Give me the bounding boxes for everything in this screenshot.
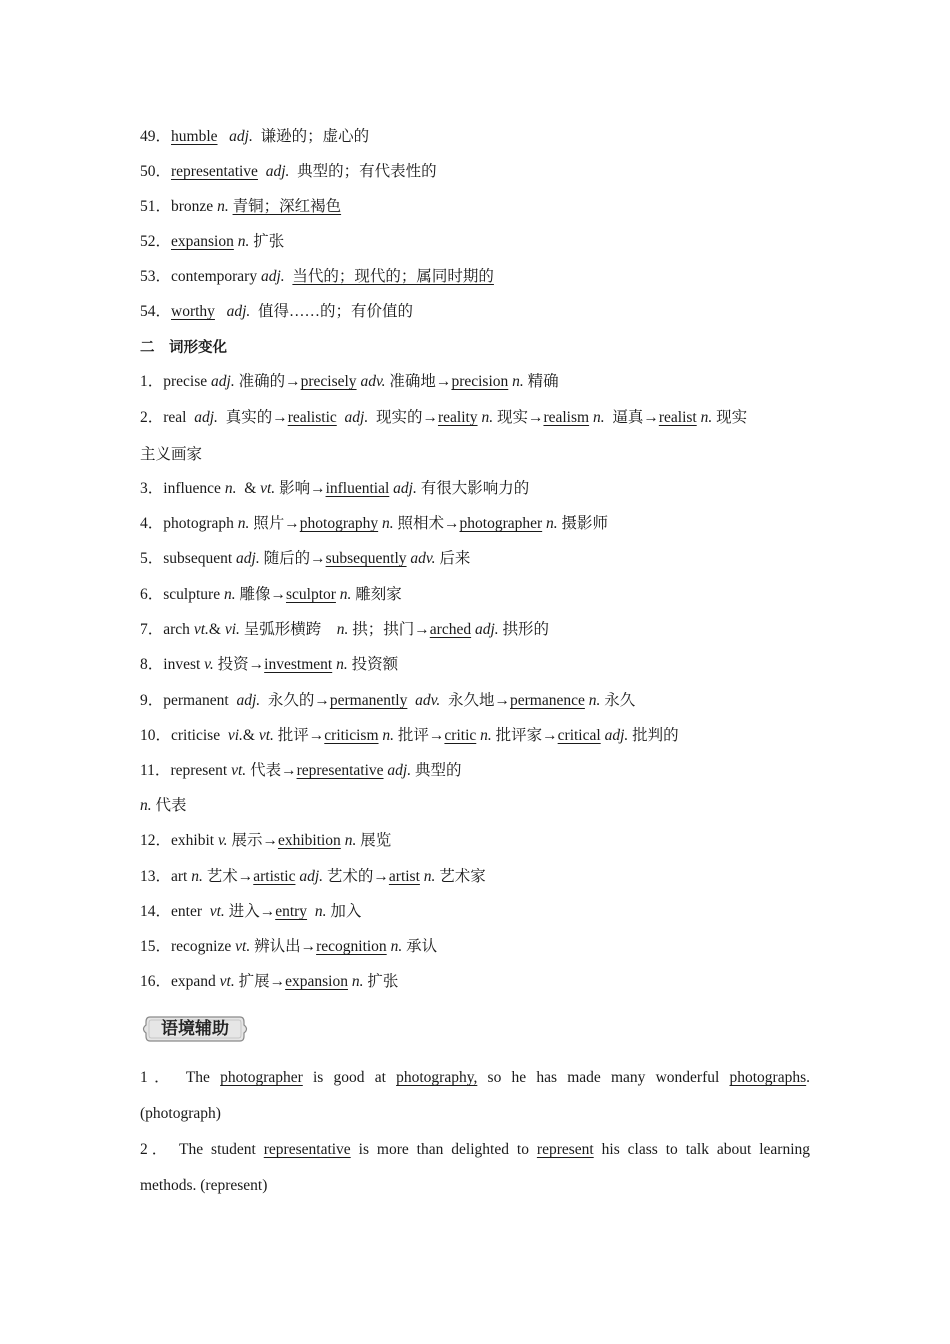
- item-number: 4．: [140, 515, 164, 532]
- answer-word: representative: [296, 762, 384, 779]
- answer-word: exhibition: [277, 832, 341, 849]
- part-of-speech: vt.: [231, 762, 247, 779]
- part-of-speech: n.: [480, 727, 492, 744]
- meaning: 扩展→: [238, 973, 286, 990]
- given-word: photograph: [163, 515, 234, 532]
- meaning: 逼真→: [612, 409, 659, 426]
- meaning: 永久的→: [267, 692, 330, 709]
- meaning: 进入→: [228, 903, 276, 920]
- given-word: criticise: [171, 727, 221, 744]
- meaning: 照相术→: [397, 515, 460, 532]
- form-item-continued: [140, 796, 810, 816]
- part-of-speech: adj.: [236, 550, 260, 567]
- part-of-speech: vi.: [224, 621, 240, 638]
- part-of-speech: adj.: [226, 303, 251, 320]
- meaning: 准确地→: [389, 373, 452, 390]
- answer-word: representative: [263, 1141, 351, 1158]
- given-word: bronze: [171, 198, 214, 215]
- form-item: [140, 937, 810, 957]
- form-item: [140, 726, 810, 746]
- part-of-speech: adj.: [474, 621, 499, 638]
- meaning: 艺术→: [206, 868, 254, 885]
- answer-word: permanence: [510, 692, 585, 709]
- form-item: [140, 655, 810, 675]
- answer-word: reality: [437, 409, 478, 426]
- form-item: [140, 372, 810, 392]
- answer-word: photography,: [396, 1069, 478, 1086]
- given-word: subsequent: [163, 550, 233, 567]
- part-of-speech: adj.: [211, 373, 235, 390]
- item-number: 14．: [140, 903, 172, 920]
- form-item-continued: 主义画家: [140, 446, 203, 463]
- meaning: 投资额: [351, 656, 399, 673]
- section-badge: [140, 1014, 250, 1044]
- part-of-speech: n.: [224, 480, 237, 497]
- meaning: 批评→: [277, 727, 325, 744]
- answer-word: photographer: [459, 515, 543, 532]
- form-item: [140, 761, 810, 781]
- item-number: 12．: [140, 832, 172, 849]
- part-of-speech: n.: [223, 586, 236, 603]
- meaning: 扩张: [253, 233, 285, 250]
- ampersand: &: [208, 621, 221, 638]
- badge-label: 语境辅助: [161, 1019, 229, 1039]
- part-of-speech: adj.: [236, 692, 261, 709]
- given-word: permanent: [163, 692, 229, 709]
- part-of-speech: n.: [588, 692, 601, 709]
- meaning: 真实的→: [225, 409, 288, 426]
- item-number: 6．: [140, 586, 164, 603]
- meaning: 批评→: [397, 727, 445, 744]
- part-of-speech: n.: [351, 973, 364, 990]
- meaning: 艺术家: [439, 868, 486, 885]
- item-number: 7．: [140, 621, 164, 638]
- meaning: 呈弧形横跨: [243, 621, 322, 638]
- answer-word: realist: [658, 409, 697, 426]
- answer-word: realistic: [287, 409, 337, 426]
- given-word: sculpture: [163, 586, 221, 603]
- meaning: 雕像→: [239, 586, 286, 603]
- sentence-text: is good at: [312, 1069, 386, 1086]
- part-of-speech: adj.: [393, 480, 417, 497]
- part-of-speech: adv.: [415, 692, 441, 709]
- meaning: 代表: [155, 797, 187, 814]
- meaning: 现实→: [496, 409, 544, 426]
- meaning: 拱形的: [502, 621, 550, 638]
- part-of-speech: vt.: [260, 480, 276, 497]
- part-of-speech: n.: [314, 903, 327, 920]
- meaning: 辨认出→: [254, 938, 317, 955]
- item-number: 13．: [140, 868, 172, 885]
- meaning: 值得……的；有价值的: [258, 303, 414, 320]
- part-of-speech: adj.: [387, 762, 412, 779]
- answer-word: permanently: [329, 692, 408, 709]
- part-of-speech: n.: [237, 515, 250, 532]
- part-of-speech: n.: [382, 515, 394, 532]
- answer-word: artist: [388, 868, 420, 885]
- part-of-speech: adj.: [194, 409, 218, 426]
- given-word: exhibit: [171, 832, 215, 849]
- answer-word: precisely: [300, 373, 357, 390]
- item-number: 5．: [140, 550, 164, 567]
- meaning: 谦逊的；虚心的: [260, 128, 370, 145]
- answer-word: critical: [557, 727, 601, 744]
- part-of-speech: n.: [217, 198, 229, 215]
- part-of-speech: n.: [390, 938, 403, 955]
- item-number: 54．: [140, 303, 172, 320]
- meaning: 展览: [360, 832, 392, 849]
- answer-word: expansion: [171, 233, 234, 250]
- part-of-speech: v.: [204, 656, 214, 673]
- part-of-speech: vt.: [209, 903, 225, 920]
- part-of-speech: vi.: [227, 727, 243, 744]
- part-of-speech: n.: [423, 868, 436, 885]
- part-of-speech: n.: [592, 409, 605, 426]
- vocab-item: [140, 232, 810, 252]
- item-number: 53．: [140, 268, 172, 285]
- meaning: 永久: [604, 692, 636, 709]
- part-of-speech: n.: [336, 656, 348, 673]
- context-sentence-continued: methods. (represent): [140, 1177, 268, 1194]
- sentence-text: The: [185, 1069, 210, 1086]
- vocab-item: [140, 197, 810, 217]
- meaning: 典型的；有代表性的: [297, 163, 437, 180]
- part-of-speech: adj.: [604, 727, 629, 744]
- meaning: 现实的→: [375, 409, 438, 426]
- part-of-speech: vt.: [219, 973, 235, 990]
- meaning: 随后的→: [263, 550, 326, 567]
- item-number: 51．: [140, 198, 172, 215]
- item-number: 10．: [140, 727, 172, 744]
- meaning: 艺术的→: [326, 868, 389, 885]
- sentence-text: so he has made many wonderful: [487, 1069, 720, 1086]
- given-word: invest: [163, 656, 201, 673]
- form-item: [140, 867, 810, 887]
- item-number: 1．: [140, 373, 164, 390]
- item-number: 50．: [140, 163, 172, 180]
- meaning: 展示→: [231, 832, 278, 849]
- meaning: 扩张: [367, 973, 399, 990]
- part-of-speech: n.: [140, 797, 152, 814]
- form-item: [140, 408, 810, 428]
- part-of-speech: adv.: [360, 373, 386, 390]
- meaning: 摄影师: [561, 515, 609, 532]
- answer-word: realism: [543, 409, 590, 426]
- section-title: 二 词形变化: [140, 340, 227, 356]
- context-sentence: [140, 1140, 810, 1160]
- form-item: [140, 620, 810, 640]
- part-of-speech: adj.: [344, 409, 369, 426]
- answer-meaning: 青铜；深红褐色: [232, 198, 342, 215]
- answer-word: critic: [444, 727, 477, 744]
- answer-word: humble: [171, 128, 218, 145]
- given-word: real: [163, 409, 187, 426]
- item-number: 9．: [140, 692, 164, 709]
- form-item: [140, 831, 810, 851]
- item-number: 52．: [140, 233, 172, 250]
- given-word: contemporary: [171, 268, 258, 285]
- answer-word: precision: [451, 373, 509, 390]
- meaning: 投资→: [217, 656, 265, 673]
- answer-word: investment: [264, 656, 333, 673]
- item-number: 15．: [140, 938, 172, 955]
- part-of-speech: n.: [512, 373, 524, 390]
- meaning: 代表→: [250, 762, 297, 779]
- part-of-speech: adj.: [299, 868, 324, 885]
- sentence-text: .: [806, 1069, 811, 1086]
- item-number: 11．: [140, 762, 171, 779]
- answer-word: represent: [536, 1141, 594, 1158]
- vocab-item: [140, 127, 810, 147]
- meaning: 永久地→: [447, 692, 510, 709]
- answer-word: recognition: [316, 938, 387, 955]
- part-of-speech: vt.: [258, 727, 274, 744]
- item-number: 2．: [140, 1141, 172, 1158]
- part-of-speech: n.: [700, 409, 713, 426]
- answer-word: artistic: [253, 868, 296, 885]
- vocab-item: [140, 302, 810, 322]
- form-item: [140, 972, 810, 992]
- given-word: art: [171, 868, 188, 885]
- part-of-speech: n.: [191, 868, 203, 885]
- part-of-speech: adj.: [260, 268, 285, 285]
- meaning: 批判的: [632, 727, 679, 744]
- answer-word: photographer: [220, 1069, 303, 1086]
- form-item: [140, 479, 810, 499]
- given-word: influence: [163, 480, 221, 497]
- part-of-speech: adj.: [265, 163, 290, 180]
- answer-word: influential: [325, 480, 390, 497]
- form-item: [140, 514, 810, 534]
- sentence-text: The student: [179, 1141, 256, 1158]
- given-word: arch: [163, 621, 190, 638]
- answer-word: representative: [171, 163, 258, 180]
- part-of-speech: n.: [382, 727, 395, 744]
- ampersand: &: [242, 727, 255, 744]
- meaning: 准确的→: [238, 373, 301, 390]
- form-item: [140, 902, 810, 922]
- meaning: 拱；拱门→: [352, 621, 430, 638]
- given-word: enter: [171, 903, 202, 920]
- meaning: 照片→: [253, 515, 300, 532]
- answer-word: photography: [299, 515, 379, 532]
- answer-word: expansion: [285, 973, 348, 990]
- vocab-item: [140, 267, 810, 287]
- answer-meaning: 当代的；现代的；属同时期的: [292, 268, 494, 285]
- item-number: 8．: [140, 656, 164, 673]
- given-word: precise: [163, 373, 208, 390]
- part-of-speech: n.: [336, 621, 349, 638]
- answer-word: entry: [275, 903, 308, 920]
- given-word: expand: [171, 973, 216, 990]
- part-of-speech: n.: [237, 233, 250, 250]
- part-of-speech: vt.: [193, 621, 209, 638]
- meaning: 批评家→: [495, 727, 558, 744]
- given-word: recognize: [171, 938, 232, 955]
- part-of-speech: adv.: [410, 550, 436, 567]
- context-sentence-continued: (photograph): [140, 1105, 221, 1122]
- item-number: 1．: [140, 1069, 176, 1086]
- part-of-speech: n.: [339, 586, 352, 603]
- answer-word: sculptor: [285, 586, 336, 603]
- meaning: 精确: [527, 373, 559, 390]
- meaning: 加入: [330, 903, 362, 920]
- vocab-item: [140, 162, 810, 182]
- meaning: 典型的: [414, 762, 462, 779]
- item-number: 2．: [140, 409, 164, 426]
- part-of-speech: n.: [546, 515, 558, 532]
- form-item: [140, 585, 810, 605]
- sentence-text: is more than delighted to: [358, 1141, 529, 1158]
- sentence-text: his class to talk about learning: [601, 1141, 811, 1158]
- meaning: 影响→: [279, 480, 326, 497]
- part-of-speech: vt.: [235, 938, 251, 955]
- given-word: represent: [170, 762, 228, 779]
- item-number: 49．: [140, 128, 172, 145]
- meaning: 承认: [406, 938, 438, 955]
- form-item: [140, 691, 810, 711]
- part-of-speech: n.: [481, 409, 494, 426]
- answer-word: photographs: [729, 1069, 807, 1086]
- context-sentence: [140, 1068, 810, 1088]
- part-of-speech: v.: [217, 832, 228, 849]
- item-number: 3．: [140, 480, 164, 497]
- answer-word: criticism: [324, 727, 379, 744]
- part-of-speech: n.: [344, 832, 357, 849]
- meaning: 雕刻家: [355, 586, 402, 603]
- meaning: 后来: [439, 550, 471, 567]
- answer-word: arched: [429, 621, 472, 638]
- answer-word: worthy: [171, 303, 215, 320]
- meaning: 现实: [716, 409, 748, 426]
- answer-word: subsequently: [325, 550, 407, 567]
- ampersand: &: [244, 480, 257, 497]
- part-of-speech: adj.: [229, 128, 253, 145]
- meaning: 有很大影响力的: [420, 480, 530, 497]
- item-number: 16．: [140, 973, 172, 990]
- form-item: [140, 549, 810, 569]
